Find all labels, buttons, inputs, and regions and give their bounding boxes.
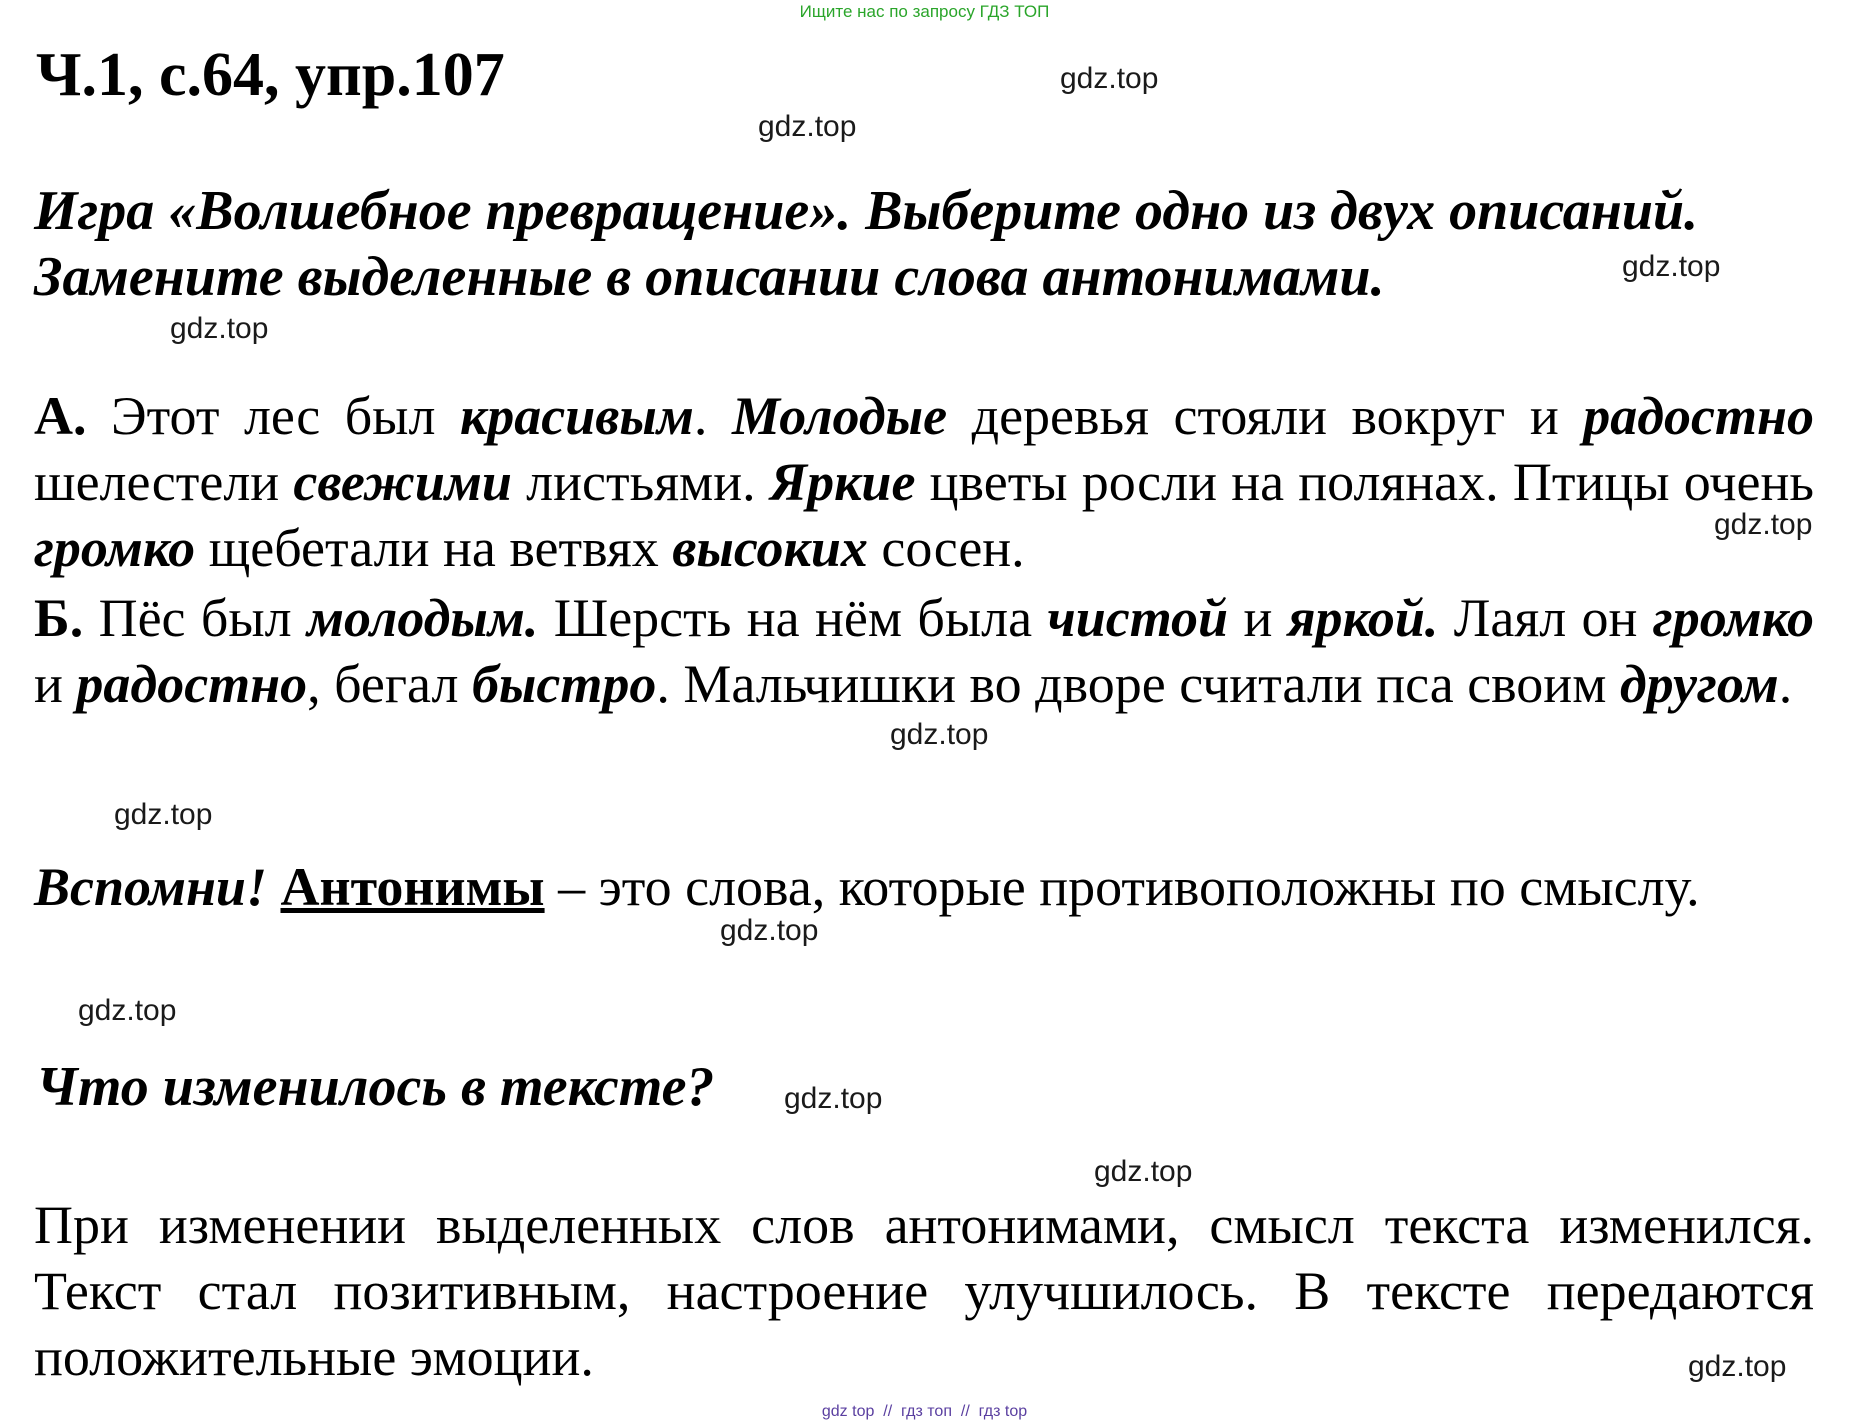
task-line-2: Замените выделенные в описании слова антонимами. [34,246,1385,308]
text-option-b [34,585,1814,717]
text-fragment: сосен. [867,518,1025,578]
answer-text: При изменении выделенных слов антонимами, смысл текста изменился. Текст стал позитивным, настроение улучшилось. В тексте передаются положительные эмоции. [34,1195,1814,1387]
antonyms-definition: – это слова, которые противоположны по смыслу. [544,857,1700,917]
antonyms-term: Антонимы [280,857,545,917]
watermark: gdz.top [890,718,989,751]
watermark: gdz.top [1688,1350,1787,1383]
highlighted-word: громко [1652,588,1814,648]
watermark: gdz.top [1622,250,1721,283]
text-fragment: щебетали на ветвях [195,518,673,578]
option-a-label: А. [34,386,87,446]
page-title: Ч.1, с.64, упр.107 [36,41,505,109]
text-fragment: . Мальчишки во дворе считали пса своим [656,654,1620,714]
text-fragment: Шерсть на нём была [538,588,1048,648]
search-banner: Ищите нас по запросу ГДЗ ТОП [799,2,1050,21]
footer-links: gdz top // гдз топ // гдз top [821,1403,1028,1420]
watermark: gdz.top [170,312,269,345]
highlighted-word: молодым. [306,588,539,648]
highlighted-word: красивым [459,386,694,446]
highlighted-word: громко [34,518,196,578]
text-fragment: и [1228,588,1288,648]
highlighted-word: чистой [1047,588,1229,648]
remember-label: Вспомни! [34,857,267,917]
highlighted-word: яркой. [1287,588,1439,648]
text-fragment: и [34,654,77,714]
text-fragment: Этот лес был [86,386,460,446]
highlighted-word: свежими [293,452,512,512]
highlighted-word: Яркие [769,452,916,512]
text-fragment: Лаял он [1438,588,1653,648]
watermark: gdz.top [1714,508,1813,541]
text-fragment: , бегал [307,654,472,714]
remember-note [34,854,1814,920]
text-fragment: цветы росли на полянах. Птицы очень [915,452,1814,512]
task-line-1: Игра «Волшебное превращение». Выберите одно из двух описаний. [34,180,1699,242]
watermark: gdz.top [78,994,177,1027]
text-fragment: шелестели [34,452,294,512]
task-instructions [34,178,1814,310]
highlighted-word: Молодые [731,386,948,446]
text-option-a [34,383,1814,581]
highlighted-word: другом [1619,654,1779,714]
watermark: gdz.top [758,110,857,143]
watermark: gdz.top [1094,1155,1193,1188]
watermark: gdz.top [114,798,213,831]
text-fragment: листьями. [511,452,770,512]
highlighted-word: радостно [1583,386,1815,446]
question-heading: Что изменилось в тексте? [36,1056,715,1118]
highlighted-word: высоких [672,518,868,578]
watermark: gdz.top [720,914,819,947]
text-fragment: Пёс был [83,588,307,648]
text-fragment: . [1778,654,1793,714]
watermark: gdz.top [1060,62,1159,95]
text-fragment: . [693,386,732,446]
text-fragment: деревья стояли вокруг и [947,386,1584,446]
watermark: gdz.top [784,1082,883,1115]
highlighted-word: радостно [76,654,308,714]
option-b-label: Б. [34,588,84,648]
highlighted-word: быстро [471,654,657,714]
